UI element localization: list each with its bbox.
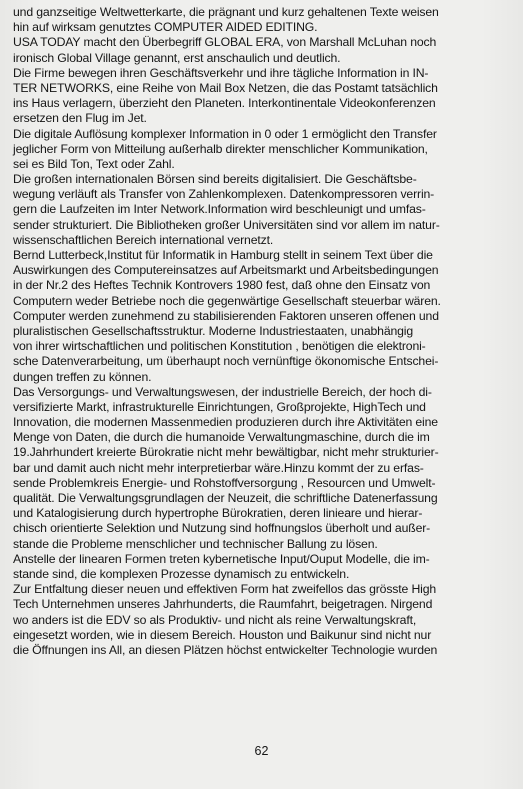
text-line: eingesetzt worden, wie in diesem Bereich. Houston und Baikunur sind nicht nur [13,627,432,642]
text-line: stande die Probleme menschlicher und technischer Ballung zu lösen. [13,536,378,551]
text-line: gern die Laufzeiten im Inter Network.Information wird beschleunigt und umfas- [13,202,426,217]
text-line: wo anders ist die EDV so als Produktiv- und nicht als reine Verwaltungskraft, [13,612,417,627]
text-line: ins Haus verlagern, überzieht den Planeten. Interkontinentale Videokonferenzen [13,96,436,111]
text-line: sender strukturiert. Die Bibliotheken großer Universitäten sind vor allem im natur- [13,217,440,232]
text-line: TER NETWORKS, eine Reihe von Mail Box Netzen, die das Postamt tatsächlich [13,80,438,95]
text-line: und ganzseitige Weltwetterkarte, die prägnant und kurz gehaltenen Texte weisen [13,5,439,19]
text-line: Tech Unternehmen unseres Jahrhunderts, die Raumfahrt, beigetragen. Nirgend [13,597,433,612]
text-line: Zur Entfaltung dieser neuen und effektiven Form hat zweifellos das grösste High [13,582,437,597]
text-line: und Katalogisierung durch hypertrophe Bürokratien, deren linieare und hierar- [13,506,423,521]
text-line: Die digitale Auflösung komplexer Information in 0 oder 1 ermöglicht den Transfer [13,126,437,141]
text-line: sei es Bild Ton, Text oder Zahl. [13,156,175,171]
text-line: wegung verläuft als Transfer von Zahlenkomplexen. Datenkompressoren verrin- [13,187,435,202]
text-line: chisch orientierte Selektion und Nutzung sind hoffnungslos überholt und außer- [13,521,431,536]
text-line: Das Versorgungs- und Verwaltungswesen, der industrielle Bereich, der hoch di- [13,384,432,399]
text-line: ersetzen den Flug im Jet. [13,111,147,126]
text-line: sende Problemkreis Energie- und Rohstoffversorgung , Resourcen und Umwelt- [13,475,436,490]
text-line: dungen treffen zu können. [13,369,152,384]
page-number: 62 [254,744,269,758]
text-line: versifizierte Markt, infrastrukturelle Einrichtungen, Großprojekte, HighTech und [13,399,426,414]
text-line: Auswirkungen des Computereinsatzes auf Arbeitsmarkt und Arbeitsbedingungen [13,263,439,278]
text-line: pluralistischen Gesellschaftsstruktur. Moderne Industriestaaten, unabhängig [13,323,414,338]
text-line: Computern weder Betriebe noch die gegenwärtige Gesellschaft steuerbar wären. [13,293,441,308]
text-line: 19.Jahrhundert kreierte Bürokratie nicht mehr bewältigbar, nicht mehr strukturier- [13,445,439,460]
text-line: Anstelle der linearen Formen treten kybernetische Input/Ouput Modelle, die im- [13,551,430,566]
text-line: Innovation, die modernen Massenmedien produzieren durch ihre Aktivitäten eine [13,415,438,430]
text-line: von ihrer wirtschaftlichen und politischen Konstitution , benötigen die elektroni- [13,339,426,354]
text-line: die Öffnungen ins All, an diesen Plätzen höchst entwickelter Technologie wurden [13,642,438,657]
text-line: Die Firme bewegen ihren Geschäftsverkehr und ihre tägliche Information in IN- [13,65,429,80]
text-line: qualität. Die Verwaltungsgrundlagen der Neuzeit, die schriftliche Datenerfassung [13,491,438,505]
text-line: Die großen internationalen Börsen sind bereits digitalisiert. Die Geschäftsbe- [13,172,417,187]
text-line: hin auf wirksam genutztes COMPUTER AIDED EDITING. [13,20,318,35]
text-line: Bernd Lutterbeck,Institut für Informatik in Hamburg stellt in seinem Text über die [13,248,433,262]
text-line: USA TODAY macht den Überbegriff GLOBAL ERA, von Marshall McLuhan noch [13,35,437,50]
text-line: sche Datenverarbeitung, um überhaupt noch vernünftige ökonomische Entschei- [13,354,439,369]
text-line: jeglicher Form von Mitteilung außerhalb direkter menschlicher Kommunikation, [13,141,428,156]
text-line: Computer werden zunehmend zu stabilisierenden Faktoren unseren offenen und [13,308,439,323]
text-line: wissenschaftlichen Bereich international vernetzt. [13,232,274,247]
body-text [13,5,504,658]
text-line: stande sind, die komplexen Prozesse dynamisch zu entwickeln. [13,566,350,581]
text-line: ironisch Global Village genannt, erst anschaulich und deutlich. [13,50,341,65]
text-line: in der Nr.2 des Heftes Technik Kontrovers 1980 fest, daß ohne den Einsatz von [13,278,431,293]
text-line: Menge von Daten, die durch die humanoide Verwaltungmaschine, durch die im [13,430,430,445]
text-line: bar und damit auch nicht mehr interpretierbar wäre.Hinzu kommt der zu erfas- [13,460,424,475]
